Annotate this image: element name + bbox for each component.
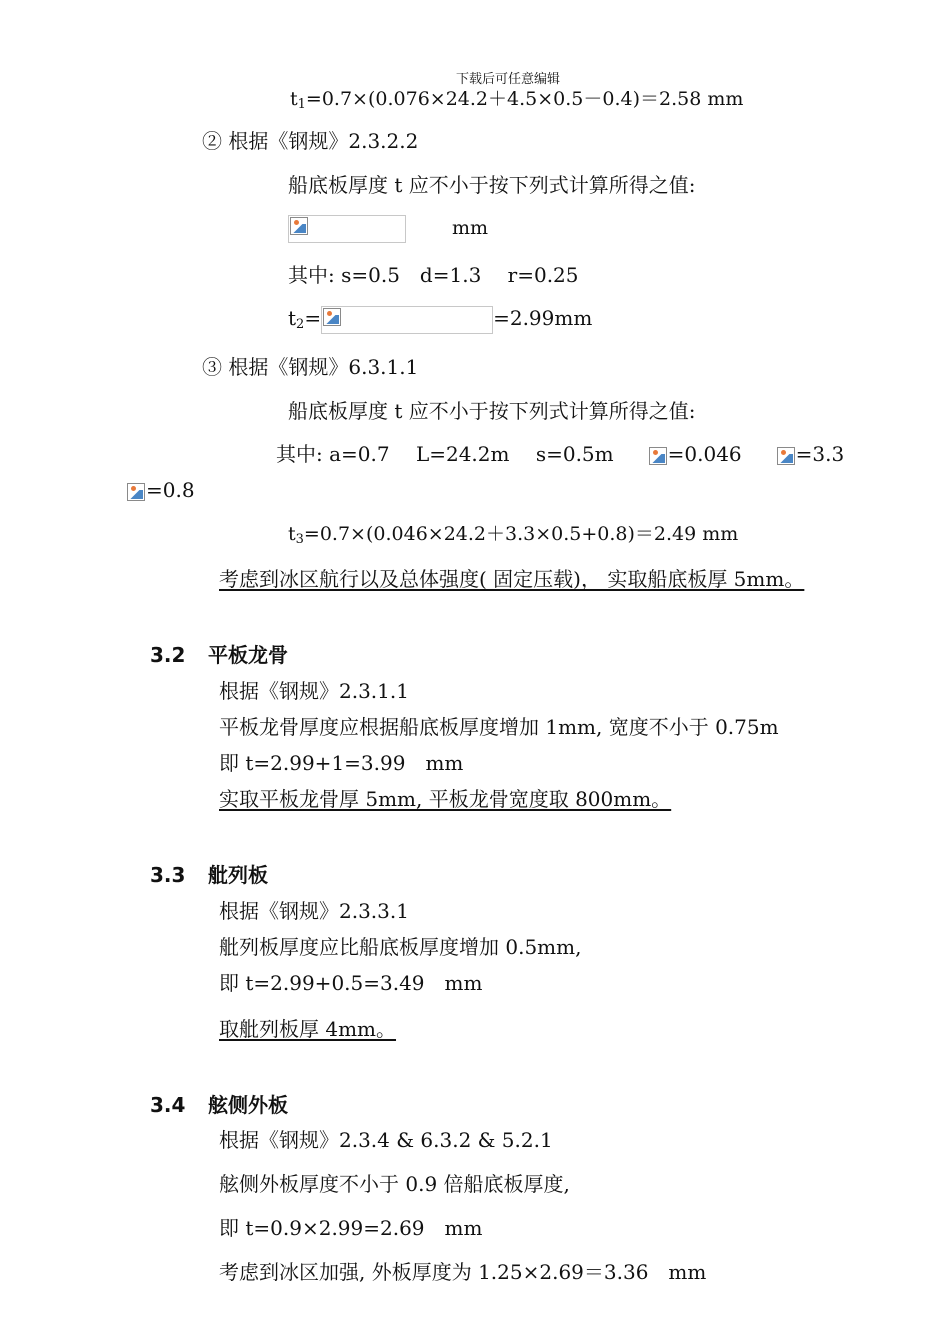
t2-result: =2.99mm bbox=[493, 306, 593, 330]
item3-heading: ③ 根据《钢规》6.3.1.1 bbox=[202, 355, 419, 379]
section-line: 根据《钢规》2.3.3.1 bbox=[219, 899, 409, 923]
image-placeholder-icon bbox=[323, 308, 341, 326]
section-line: 即 t=2.99+0.5=3.49 mm bbox=[219, 971, 483, 995]
section-heading: 3.2 平板龙骨 bbox=[150, 643, 288, 667]
image-placeholder-icon bbox=[649, 447, 667, 465]
item3-description: 船底板厚度 t 应不小于按下列式计算所得之值: bbox=[288, 399, 696, 423]
item3-params: 其中: a=0.7 L=24.2m s=0.5m =0.046 =3.3 bbox=[276, 442, 845, 466]
formula-image bbox=[288, 215, 406, 243]
item3-params-cont: =0.8 bbox=[126, 477, 195, 503]
formula-image bbox=[321, 306, 493, 334]
item2-params: 其中: s=0.5 d=1.3 r=0.25 bbox=[288, 263, 579, 287]
section-line: 根据《钢规》2.3.4 & 6.3.2 & 5.2.1 bbox=[219, 1128, 553, 1152]
section-heading: 3.3 舭列板 bbox=[150, 863, 268, 887]
section-heading: 3.4 舷侧外板 bbox=[150, 1093, 288, 1117]
section-line: 舷侧外板厚度不小于 0.9 倍船底板厚度, bbox=[219, 1172, 570, 1196]
item2-heading: ② 根据《钢规》2.3.2.2 bbox=[202, 129, 419, 153]
image-placeholder-icon bbox=[127, 483, 145, 501]
coefficient-image bbox=[776, 446, 796, 466]
formula-t3: $t_3=0.7\times(0.046\times 24.2+3.3\times 0.5+0.8)=2.49$ mm bbox=[288, 523, 739, 547]
section-line: 考虑到冰区加强, 外板厚度为 1.25×2.69＝3.36 mm bbox=[219, 1260, 707, 1284]
header-note: 下载后可任意编辑 bbox=[456, 72, 561, 87]
coefficient-image bbox=[648, 446, 668, 466]
section-line: 即 t=0.9×2.99=2.69 mm bbox=[219, 1216, 483, 1240]
section-line: 根据《钢规》2.3.1.1 bbox=[219, 679, 409, 703]
item3-conclusion: 考虑到冰区航行以及总体强度( 固定压载)， 实取船底板厚 5mm。 bbox=[219, 567, 805, 591]
section-conclusion: 取舭列板厚 4mm。 bbox=[219, 1017, 397, 1041]
section-line: 平板龙骨厚度应根据船底板厚度增加 1mm, 宽度不小于 0.75m bbox=[219, 715, 779, 739]
section-conclusion: 实取平板龙骨厚 5mm, 平板龙骨宽度取 800mm。 bbox=[219, 787, 672, 811]
image-placeholder-icon bbox=[777, 447, 795, 465]
formula-t2: $t_2=$ =2.99mm bbox=[288, 306, 593, 332]
image-placeholder-icon bbox=[290, 217, 308, 235]
section-line: 舭列板厚度应比船底板厚度增加 0.5mm, bbox=[219, 935, 582, 959]
section-line: 即 t=2.99+1=3.99 mm bbox=[219, 751, 464, 775]
formula-unit: mm bbox=[452, 217, 489, 239]
formula-t1: $t_1=0.7\times(0.076\times 24.2+4.5\times 0.5-0.4)=2.58$ mm bbox=[290, 88, 744, 112]
item2-description: 船底板厚度 t 应不小于按下列式计算所得之值: bbox=[288, 173, 696, 197]
item2-formula-line bbox=[288, 214, 488, 243]
coefficient-image bbox=[126, 482, 146, 502]
